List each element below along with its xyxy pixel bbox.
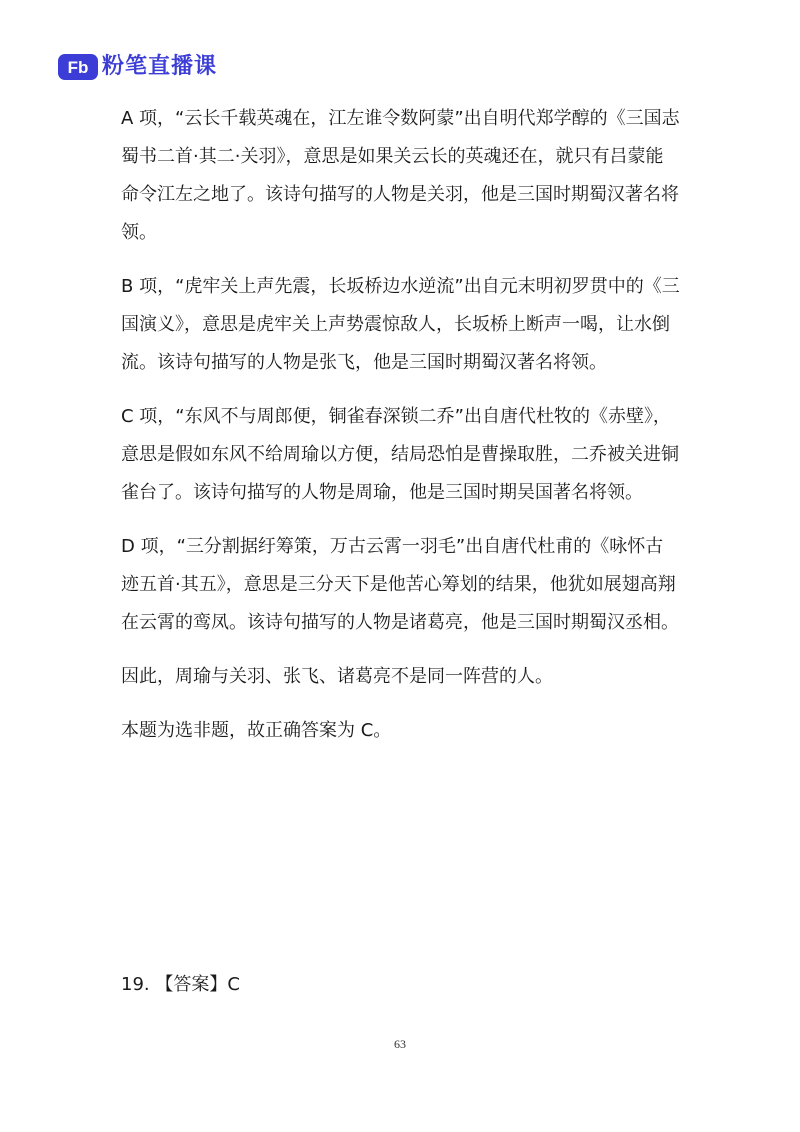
- answer-heading: 19. 【答案】C: [121, 974, 240, 995]
- explanation-body: [121, 100, 681, 766]
- page-number: 63: [394, 1037, 406, 1051]
- fenbi-logo-icon: [58, 52, 98, 82]
- paragraph-option-b: B 项，“虎牢关上声先震，长坂桥边水逆流”出自元末明初罗贯中的《三国演义》，意思是虎牢关上声势震惊敌人，长坂桥上断声一喝，让水倒流。该诗句描写的人物是张飞，他是三国时期蜀汉著名将领。: [121, 276, 680, 373]
- paragraph-option-c: C 项，“东风不与周郎便，铜雀春深锁二乔”出自唐代杜牧的《赤壁》，意思是假如东风不给周瑜以方便，结局恐怕是曹操取胜，二乔被关进铜雀台了。该诗句描写的人物是周瑜，他是三国时期吴国著名将领。: [121, 406, 679, 503]
- paragraph-conclusion: 因此，周瑜与关羽、张飞、诸葛亮不是同一阵营的人。: [121, 666, 553, 687]
- brand-name: 粉笔直播课: [102, 54, 218, 79]
- logo-text: Fb: [67, 58, 89, 77]
- paragraph-option-d: D 项，“三分割据纡筹策，万古云霄一羽毛”出自唐代杜甫的《咏怀古迹五首·其五》，意思是三分天下是他苦心筹划的结果，他犹如展翅高翔在云霄的鸾凤。该诗句描写的人物是诸葛亮，他是三国时期蜀汉丞相。: [121, 536, 679, 633]
- header: [58, 52, 217, 82]
- paragraph-answer-note: 本题为选非题，故正确答案为 C。: [121, 720, 392, 741]
- paragraph-option-a: A 项，“云长千载英魂在，江左谁令数阿蒙”出自明代郑学醇的《三国志蜀书二首·其二·关羽》，意思是如果关云长的英魂还在，就只有吕蒙能命令江左之地了。该诗句描写的人物是关羽，他是三国时期蜀汉著名将领。: [121, 108, 680, 243]
